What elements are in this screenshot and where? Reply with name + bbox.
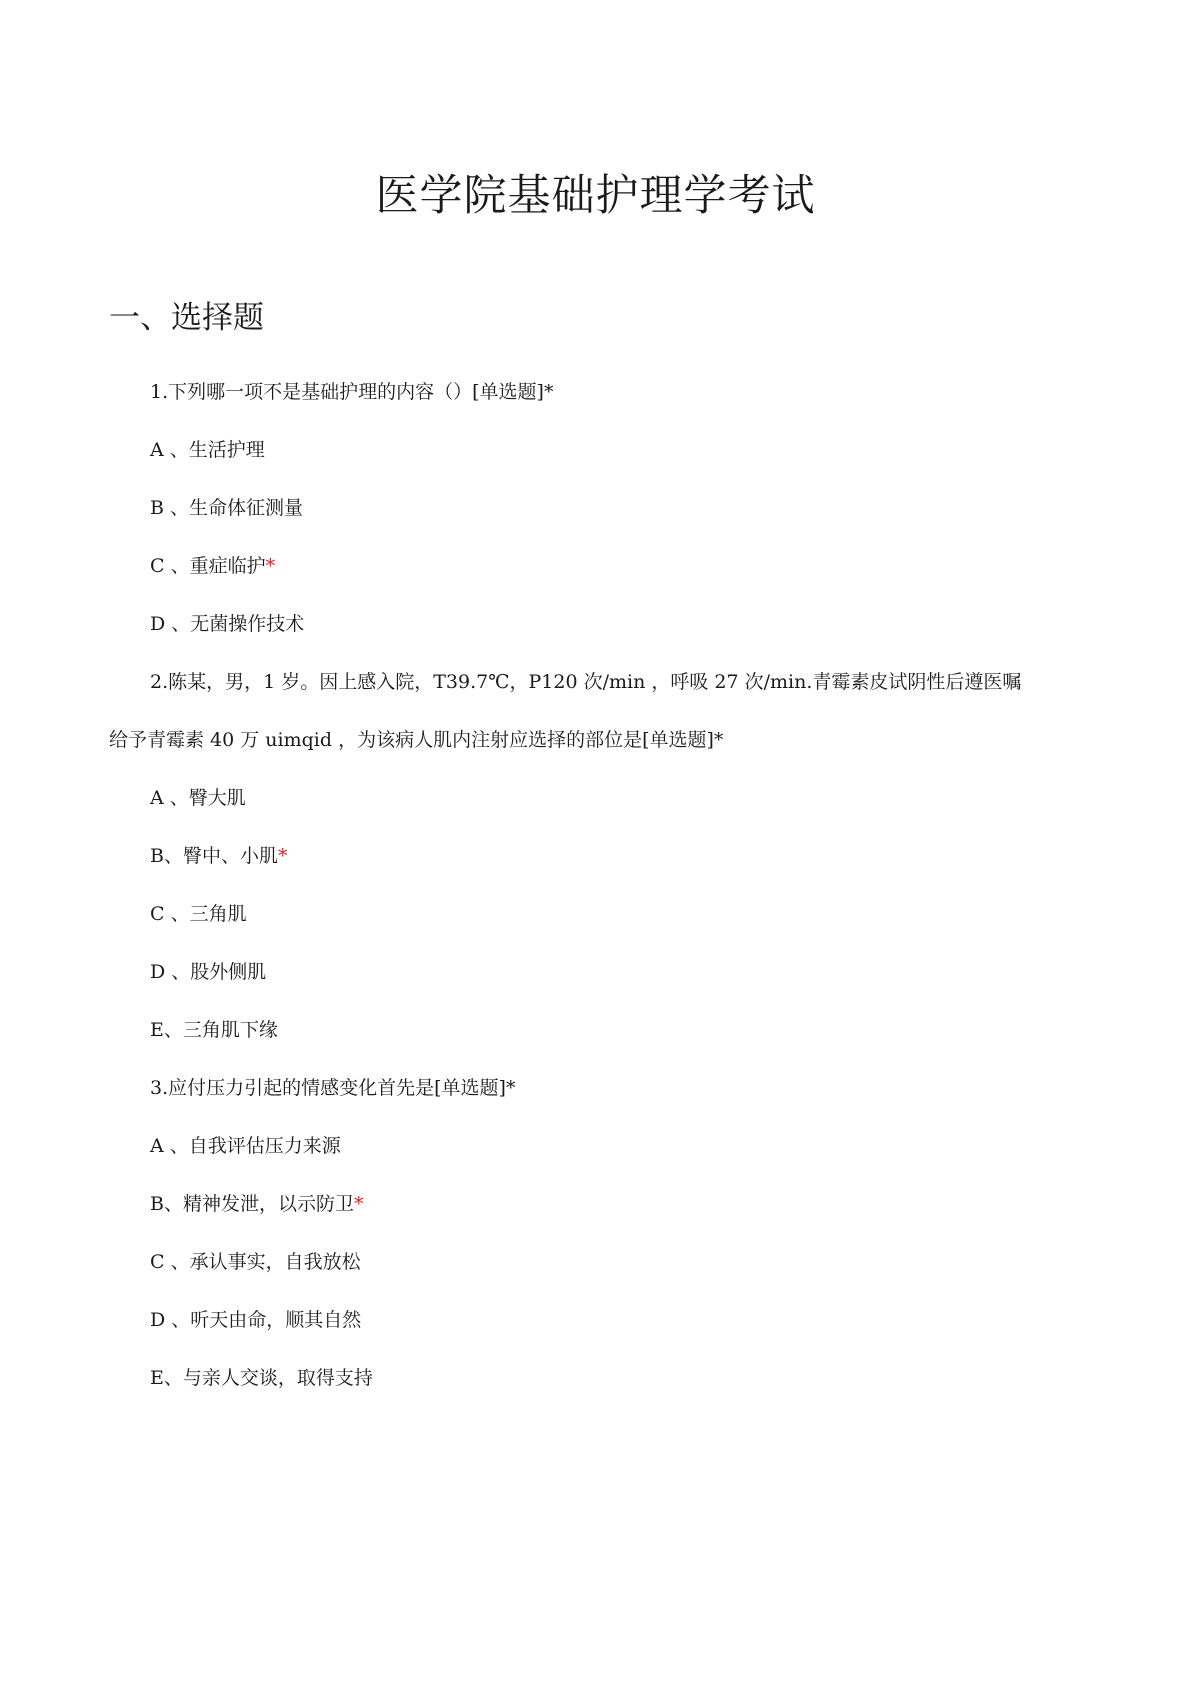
option-label: A 、臀大肌 (150, 787, 246, 809)
question-3-option-b (150, 1190, 363, 1218)
correct-answer-mark: * (353, 1193, 364, 1215)
option-label: C 、三角肌 (150, 903, 247, 925)
option-label: A 、自我评估压力来源 (150, 1135, 341, 1157)
question-2-option-e (150, 1016, 278, 1044)
question-2-option-b (150, 842, 287, 870)
question-3-option-c (150, 1248, 361, 1276)
question-1-option-c (150, 552, 275, 580)
question-3-option-d (150, 1306, 361, 1334)
question-2-stem-line-1: 2.陈某，男，1 岁。因上感入院，T39.7℃，P120 次/min ，呼吸 27 次/min.青霉素皮试阴性后遵医嘱 (150, 671, 1022, 693)
section-title: 一、选择题 (109, 300, 264, 336)
question-1-stem: 1.下列哪一项不是基础护理的内容（）[单选题]* (150, 381, 554, 403)
option-label: C 、承认事实，自我放松 (150, 1251, 361, 1273)
option-label: A 、生活护理 (150, 439, 265, 461)
question-2-option-c (150, 900, 247, 928)
document-title: 医学院基础护理学考试 (375, 171, 816, 221)
option-label: E、与亲人交谈，取得支持 (150, 1367, 373, 1389)
correct-answer-mark: * (277, 845, 288, 867)
option-label: D 、无菌操作技术 (150, 613, 305, 635)
question-2-option-a (150, 784, 246, 812)
question-1-option-b (150, 494, 303, 522)
option-label: B、精神发泄，以示防卫 (150, 1193, 354, 1215)
question-1-option-a (150, 436, 265, 464)
question-2-stem-line-2: 给予青霉素 40 万 uimqid ，为该病人肌内注射应选择的部位是[单选题]* (109, 729, 724, 751)
option-label: D 、股外侧肌 (150, 961, 267, 983)
question-1-option-d (150, 610, 304, 638)
correct-answer-mark: * (265, 555, 276, 577)
option-label: D 、听天由命，顺其自然 (150, 1309, 362, 1331)
question-2-option-d (150, 958, 266, 986)
question-3-option-a (150, 1132, 341, 1160)
question-3-option-e (150, 1364, 373, 1392)
option-label: C 、重症临护 (150, 555, 266, 577)
question-3-stem: 3.应付压力引起的情感变化首先是[单选题]* (150, 1077, 516, 1099)
option-label: E、三角肌下缘 (150, 1019, 278, 1041)
option-label: B 、生命体征测量 (150, 497, 304, 519)
option-label: B、臀中、小肌 (150, 845, 278, 867)
